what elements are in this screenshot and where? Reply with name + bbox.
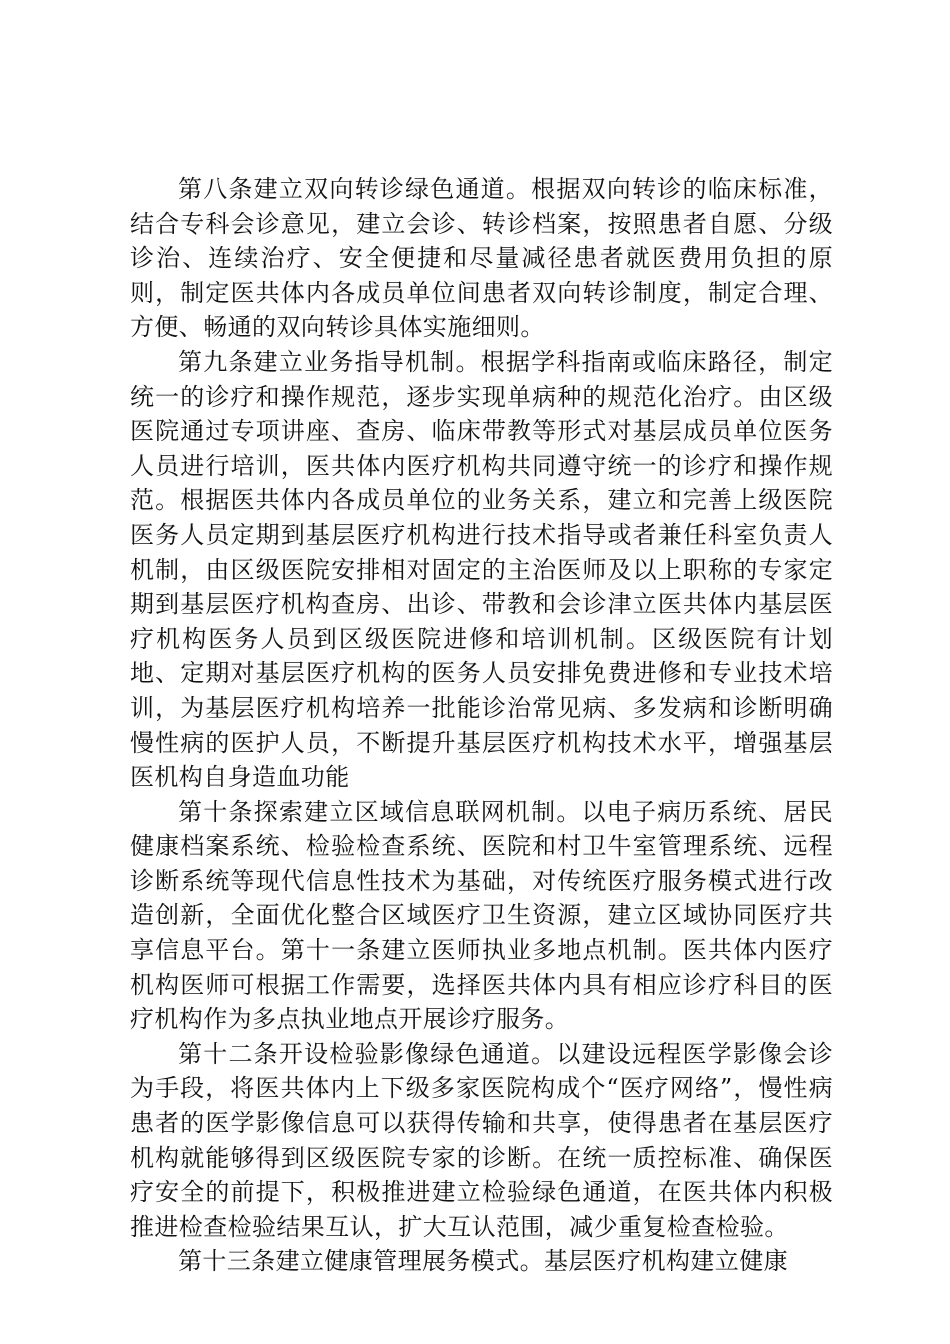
paragraph-article-12: 第十二条开设检验影像绿色通道。以建设远程医学影像会诊为手段，将医共体内上下级多家医院构成个“医疗网络”，慢性病患者的医学影像信息可以获得传输和共享，使得患者在基层医疗机构就能够得到区级医院专家的诊断。在统一质控标准、确保医疗安全的前提下，积极推进建立检验绿色通道，在医共体内积极推进检查检验结果互认，扩大互认范围，减少重复检查检验。 <box>130 1039 833 1241</box>
paragraph-article-9: 第九条建立业务指导机制。根据学科指南或临床路径，制定统一的诊疗和操作规范，逐步实现单病种的规范化治疗。由区级医院通过专项讲座、查房、临床带教等形式对基层成员单位医务人员进行培训，医共体内医疗机构共同遵守统一的诊疗和操作规范。根据医共体内各成员单位的业务关系，建立和完善上级医院医务人员定期到基层医疗机构进行技术指导或者兼任科室负责人机制，由区级医院安排相对固定的主治医师及以上职称的专家定期到基层医疗机构查房、出诊、带教和会诊津立医共体内基层医疗机构医务人员到区级医院进修和培训机制。区级医院有计划地、定期对基层医疗机构的医务人员安排免费进修和专业技术培训，为基层医疗机构培养一批能诊治常见病、多发病和诊断明确慢性病的医护人员，不断提升基层医疗机构技术水平，增强基层医机构自身造血功能 <box>130 347 833 792</box>
paragraph-article-8: 第八条建立双向转诊绿色通道。根据双向转诊的临床标准，结合专科会诊意见，建立会诊、转诊档案，按照患者自愿、分级诊治、连续治疗、安全便捷和尽量减径患者就医费用负担的原则，制定医共体内各成员单位间患者双向转诊制度，制定合理、方便、畅通的双向转诊具体实施细则。 <box>130 175 833 342</box>
document-body <box>130 172 833 1279</box>
paragraph-article-10-11: 第十条探索建立区域信息联网机制。以电子病历系统、居民健康档案系统、检验检查系统、医院和村卫牛室管理系统、远程诊断系统等现代信息性技术为基础，对传统医疗服务模式进行改造创新，全面优化整合区域医疗卫生资源，建立区域协同医疗共享信息平台。第十一条建立医师执业多地点机制。医共体内医疗机构医师可根据工作需要，选择医共体内具有相应诊疗科目的医疗机构作为多点执业地点开展诊疗服务。 <box>130 797 833 1034</box>
paragraph-article-13: 第十三条建立健康管理展务模式。基层医疗机构建立健康 <box>178 1247 788 1276</box>
